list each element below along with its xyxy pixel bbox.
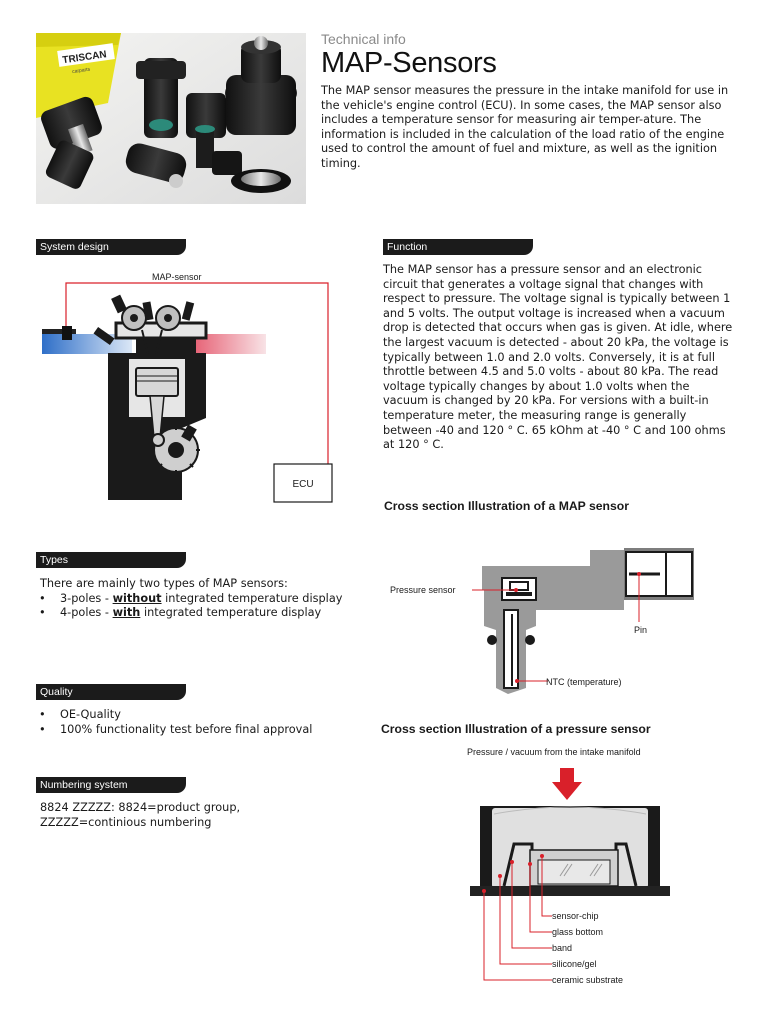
brand-logo-sub: carparts <box>71 66 91 76</box>
numbering-line-2: ZZZZZ=continious numbering <box>40 815 212 829</box>
map-sensor-label: MAP-sensor <box>152 272 202 282</box>
label-band: band <box>552 943 573 953</box>
pressure-arrow <box>552 782 582 800</box>
ecu-label: ECU <box>292 479 314 490</box>
numbering-line-1: 8824 ZZZZZ: 8824=product group, <box>40 801 241 814</box>
page-kicker: Technical info <box>321 31 406 47</box>
label-ceramic-substrate: ceramic substrate <box>552 975 624 985</box>
pressure-cross-diagram <box>460 764 700 994</box>
quality-block <box>36 708 356 737</box>
pressure-cross-heading: Cross section Illustration of a pressure sensor <box>381 722 651 736</box>
label-silicone-gel: silicone/gel <box>552 959 597 969</box>
tag-system-design: System design <box>36 239 186 255</box>
tag-numbering: Numbering system <box>36 777 186 793</box>
quality-item: • OE-Quality <box>36 708 356 723</box>
label-ntc: NTC (temperature) <box>546 677 622 687</box>
quality-list <box>36 708 356 737</box>
brand-logo: TRISCAN <box>61 49 108 67</box>
types-item: • 4-poles - with integrated temperature display <box>36 606 370 621</box>
map-sensor-mark <box>62 326 72 340</box>
map-cross-diagram <box>386 538 706 698</box>
numbering-block <box>40 801 360 830</box>
types-item: • 3-poles - without integrated temperature display <box>36 592 370 607</box>
tag-quality: Quality <box>36 684 186 700</box>
system-design-diagram <box>36 268 346 508</box>
camshaft-right <box>156 306 180 330</box>
label-glass-bottom: glass bottom <box>552 927 604 937</box>
function-paragraph: The MAP sensor has a pressure sensor and an electronic circuit that generates a voltage signal that changes with respect to pressure. The voltage signal is typically between 1 and 5 volts. The output voltage is increased when a vacuum drop is detected that occurs when gas is given. At idle, where the largest vacuum is detected - about 20 kPa, the voltage is typically between 1.0 and 2.0 volts. Conversely, it is at full throttle between 4.5 and 5.0 volts - about 80 kPa. The read voltage typically changes by about 1.0 volts when the vacuum is changed by 20 kPa. For versions with a built-in temperature meter, the measuring range is generally between -40 and 120 ° C. 65 kOhm at -40 ° C and 100 ohms at 120 ° C. <box>383 263 733 452</box>
map-cross-heading: Cross section Illustration of a MAP sensor <box>384 499 629 513</box>
tag-types: Types <box>36 552 186 568</box>
label-pressure-sensor: Pressure sensor <box>390 585 456 595</box>
types-intro: There are mainly two types of MAP sensors: <box>40 577 288 590</box>
types-list <box>36 592 370 621</box>
pressure-top-label: Pressure / vacuum from the intake manifold <box>467 747 641 757</box>
function-text-block <box>383 263 735 453</box>
product-photo <box>36 33 306 204</box>
piston <box>136 368 178 396</box>
label-pin: Pin <box>634 625 648 635</box>
label-sensor-chip: sensor-chip <box>552 911 599 921</box>
types-block <box>40 577 370 621</box>
intro-paragraph <box>321 84 741 172</box>
page-title: MAP-Sensors <box>321 47 497 79</box>
tag-function: Function <box>383 239 533 255</box>
quality-item: • 100% functionality test before final approval <box>36 723 356 738</box>
intro-text: The MAP sensor measures the pressure in the intake manifold for use in the vehicle's engine control (ECU). In some cases, the MAP sensor also includes a temperature sensor for measuring air temper-ature. The information is included in the calculation of the load ratio of the engine used to control the amount of fuel and mixture, as well as the ignition timing. <box>321 84 729 170</box>
